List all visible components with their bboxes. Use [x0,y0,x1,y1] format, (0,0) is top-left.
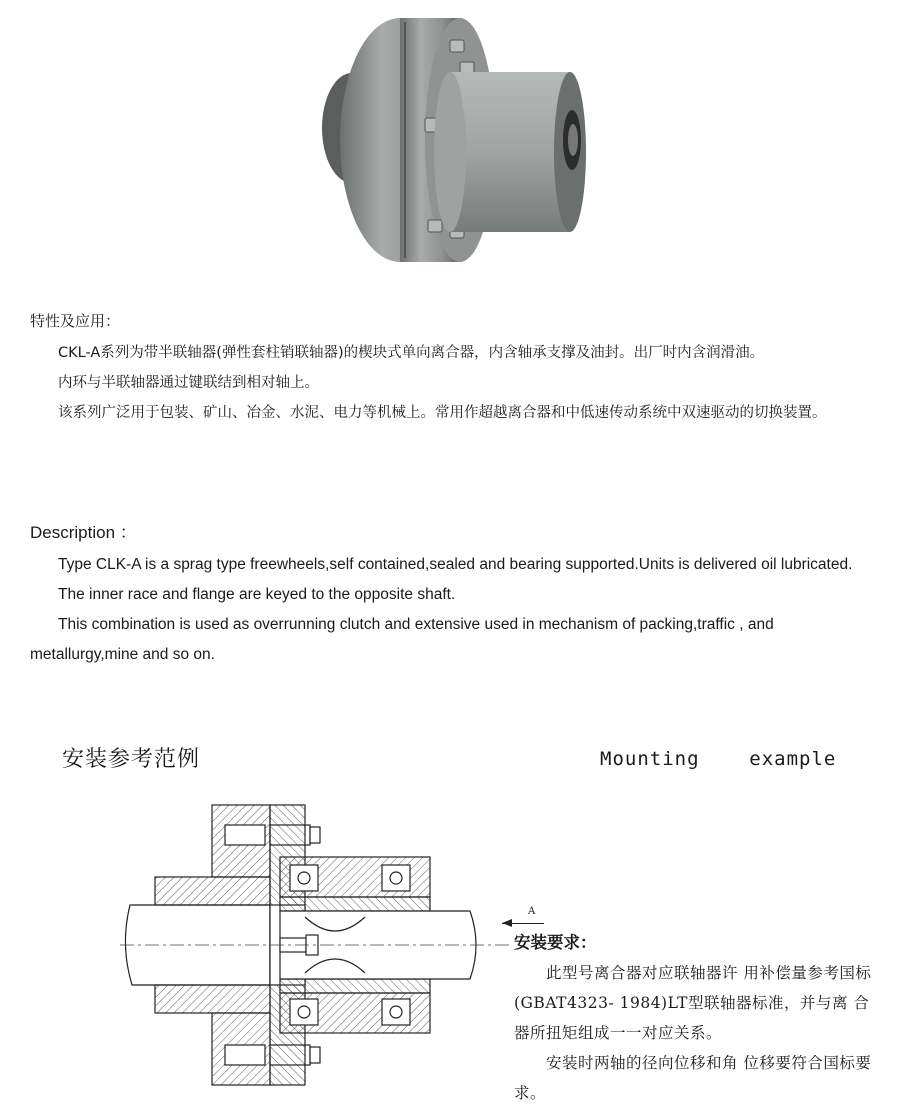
requirements-paragraph-1: 此型号离合器对应联轴器许 用补偿量参考国标 (GBAT4323- 1984)LT型联轴器标准，并与离 合器所扭矩组成一一对应关系。 [514,964,872,1042]
requirements-paragraph-2: 安装时两轴的径向位移和角 位移要符合国标要求。 [514,1054,872,1102]
features-heading: 特性及应用： [30,312,121,330]
description-paragraph-1: Type CLK-A is a sprag type freewheels,self contained,sealed and bearing supported.Units is delivered oil lubricated. [58,556,853,573]
requirements-title: 安装要求： [514,933,597,952]
description-heading: Description ： [30,523,137,542]
mounting-title-en: Mounting example [600,748,837,770]
features-section [30,306,875,428]
features-paragraph-2: 内环与半联轴器通过键联结到相对轴上。 [58,375,319,391]
arrow-label-a: A [528,906,536,917]
mounting-drawing [120,795,510,1115]
features-paragraph-1: CKL-A系列为带半联轴器(弹性套柱销联轴器)的楔块式单向离合器，内含轴承支撑及油封。出厂时内含润滑油。 [58,345,765,361]
mounting-title-cn: 安装参考范例 [62,747,201,772]
description-section [30,518,875,670]
product-photo [300,0,600,285]
description-paragraph-2: The inner race and flange are keyed to the opposite shaft. [58,586,456,603]
requirements-section [514,928,884,1108]
features-paragraph-3: 该系列广泛用于包装、矿山、冶金、水泥、电力等机械上。常用作超越离合器和中低速传动系统中双速驱动的切换装置。 [58,405,827,421]
arrow-left-icon [502,919,512,927]
description-paragraph-3: This combination is used as overrunning clutch and extensive used in mechanism of packing,traffic , and metallurgy,mine and so on. [30,616,774,663]
